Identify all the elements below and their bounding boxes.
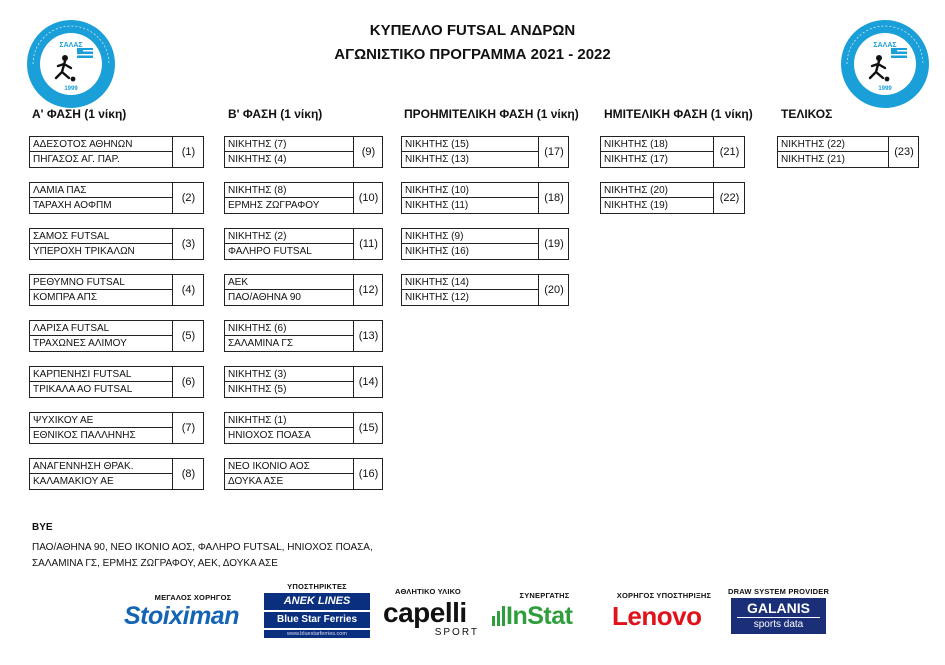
match-home-team: ΝΙΚΗΤΗΣ (8): [225, 183, 353, 198]
match-number: (19): [538, 229, 569, 259]
match-number: (6): [172, 367, 204, 397]
round-heading-2: Β' ΦΑΣΗ (1 νίκη): [228, 107, 323, 121]
match-away-team: ΣΑΛΑΜΙΝΑ ΓΣ: [228, 338, 294, 349]
match-home-team: ΝΙΚΗΤΗΣ (3): [225, 367, 353, 382]
capelli-logo: [383, 599, 479, 638]
match-number: (16): [353, 459, 383, 489]
match-home-team: ΝΙΚΗΤΗΣ (10): [402, 183, 538, 198]
match-box: [29, 136, 204, 168]
match-home-team: ΝΕΟ ΙΚΟΝΙΟ ΑΟΣ: [225, 459, 353, 474]
sponsor-label-supporters: ΥΠΟΣΤΗΡΙΚΤΕΣ: [287, 582, 347, 591]
match-home-team: ΑΕΚ: [225, 275, 353, 290]
match-box: [401, 228, 569, 260]
match-number: (12): [353, 275, 383, 305]
svg-text:ΣΑΛΑΣ: ΣΑΛΑΣ: [59, 42, 83, 49]
match-box: [777, 136, 919, 168]
federation-logo-left: [25, 18, 117, 110]
match-away-team: ΝΙΚΗΤΗΣ (5): [228, 384, 287, 395]
instat-bars-icon: [492, 606, 506, 626]
match-away-team: ΝΙΚΗΤΗΣ (4): [228, 154, 287, 165]
match-away-team: ΚΑΛΑΜΑΚΙΟΥ ΑΕ: [33, 476, 114, 487]
svg-text:ΣΑΛΑΣ: ΣΑΛΑΣ: [873, 42, 897, 49]
page-subtitle: ΑΓΩΝΙΣΤΙΚΟ ΠΡΟΓΡΑΜΜΑ 2021 - 2022: [334, 46, 611, 63]
anek-bluestar-logo: [264, 593, 370, 639]
federation-emblem-icon: [839, 18, 931, 110]
match-away-team: ΠΗΓΑΣΟΣ ΑΓ. ΠΑΡ.: [33, 154, 120, 165]
match-away-team: ΔΟΥΚΑ ΑΣΕ: [228, 476, 284, 487]
match-box: [224, 458, 383, 490]
match-away-team: ΤΡΙΚΑΛΑ ΑΟ FUTSAL: [33, 384, 133, 395]
stoiximan-logo: Stoiximan: [124, 602, 239, 630]
match-box: [600, 136, 745, 168]
galanis-logo: [731, 598, 826, 634]
match-number: (15): [353, 413, 383, 443]
match-box: [224, 274, 383, 306]
match-box: [29, 412, 204, 444]
match-box: [29, 274, 204, 306]
match-box: [224, 136, 383, 168]
instat-logo: [492, 602, 602, 631]
match-box: [224, 228, 383, 260]
round-heading-4: ΗΜΙΤΕΛΙΚΗ ΦΑΣΗ (1 νίκη): [604, 107, 753, 121]
match-box: [29, 320, 204, 352]
match-home-team: ΣΑΜΟΣ FUTSAL: [30, 229, 172, 244]
round-heading-3: ΠΡΟΗΜΙΤΕΛΙΚΗ ΦΑΣΗ (1 νίκη): [404, 107, 579, 121]
match-home-team: ΚΑΡΠΕΝΗΣΙ FUTSAL: [30, 367, 172, 382]
match-away-team: ΕΡΜΗΣ ΖΩΓΡΑΦΟΥ: [228, 200, 320, 211]
match-box: [29, 458, 204, 490]
galanis-subtitle: sports data: [737, 617, 820, 632]
match-number: (17): [538, 137, 569, 167]
match-box: [29, 182, 204, 214]
match-home-team: ΝΙΚΗΤΗΣ (7): [225, 137, 353, 152]
instat-wordmark: InStat: [506, 602, 573, 630]
capelli-wordmark: capelli: [383, 597, 467, 628]
sponsor-label-partner: ΣΥΝΕΡΓΑΤΗΣ: [519, 591, 570, 600]
bye-title: BYE: [32, 522, 53, 533]
match-number: (18): [538, 183, 569, 213]
round-heading-1: Α' ΦΑΣΗ (1 νίκη): [32, 107, 127, 121]
match-away-team: ΕΘΝΙΚΟΣ ΠΑΛΛΗΝΗΣ: [33, 430, 136, 441]
match-number: (10): [353, 183, 383, 213]
match-number: (21): [713, 137, 745, 167]
match-away-team: ΚΟΜΠΡΑ ΑΠΣ: [33, 292, 98, 303]
capelli-sport-mark: SPORT: [434, 627, 479, 638]
match-number: (23): [888, 137, 919, 167]
match-home-team: ΝΙΚΗΤΗΣ (20): [601, 183, 713, 198]
match-away-team: ΝΙΚΗΤΗΣ (12): [405, 292, 469, 303]
sponsor-label-support: ΧΟΡΗΓΟΣ ΥΠΟΣΤΗΡΙΞΗΣ: [616, 591, 712, 600]
match-number: (11): [353, 229, 383, 259]
galanis-wordmark: GALANIS: [747, 600, 810, 616]
federation-emblem-icon: [25, 18, 117, 110]
anek-lines-mark: ANEK LINES: [264, 593, 370, 610]
bye-list-line: ΠΑΟ/ΑΘΗΝΑ 90, ΝΕΟ ΙΚΟΝΙΟ ΑΟΣ, ΦΑΛΗΡΟ FUTSAL, ΗΝΙΟΧΟΣ ΠΟΑΣΑ,: [32, 542, 373, 553]
match-home-team: ΝΙΚΗΤΗΣ (18): [601, 137, 713, 152]
lenovo-logo: Lenovo: [612, 601, 702, 631]
match-box: [401, 136, 569, 168]
blue-star-ferries-mark: Blue Star Ferries: [264, 612, 370, 628]
match-number: (2): [172, 183, 204, 213]
match-home-team: ΝΙΚΗΤΗΣ (1): [225, 413, 353, 428]
match-away-team: ΝΙΚΗΤΗΣ (19): [604, 200, 668, 211]
match-home-team: ΑΝΑΓΕΝΝΗΣΗ ΘΡΑΚ.: [30, 459, 172, 474]
federation-logo-right: [839, 18, 931, 110]
match-box: [401, 182, 569, 214]
match-home-team: ΑΔΕΣΟΤΟΣ ΑΘΗΝΩΝ: [30, 137, 172, 152]
match-away-team: ΥΠΕΡΟΧΗ ΤΡΙΚΑΛΩΝ: [33, 246, 135, 257]
match-number: (5): [172, 321, 204, 351]
match-home-team: ΡΕΘΥΜΝΟ FUTSAL: [30, 275, 172, 290]
match-box: [224, 412, 383, 444]
match-box: [29, 228, 204, 260]
match-away-team: ΝΙΚΗΤΗΣ (13): [405, 154, 469, 165]
match-number: (8): [172, 459, 204, 489]
match-number: (4): [172, 275, 204, 305]
match-number: (14): [353, 367, 383, 397]
match-away-team: ΝΙΚΗΤΗΣ (16): [405, 246, 469, 257]
match-away-team: ΠΑΟ/ΑΘΗΝΑ 90: [228, 292, 301, 303]
match-home-team: ΝΙΚΗΤΗΣ (15): [402, 137, 538, 152]
match-number: (1): [172, 137, 204, 167]
match-home-team: ΛΑΡΙΣΑ FUTSAL: [30, 321, 172, 336]
match-number: (13): [353, 321, 383, 351]
round-heading-5: ΤΕΛΙΚΟΣ: [781, 107, 833, 121]
match-box: [224, 366, 383, 398]
svg-text:1999: 1999: [64, 86, 78, 92]
match-number: (7): [172, 413, 204, 443]
match-home-team: ΝΙΚΗΤΗΣ (14): [402, 275, 538, 290]
svg-text:1999: 1999: [878, 86, 892, 92]
match-away-team: ΝΙΚΗΤΗΣ (11): [405, 200, 469, 211]
match-box: [29, 366, 204, 398]
sponsor-label-main: ΜΕΓΑΛΟΣ ΧΟΡΗΓΟΣ: [154, 593, 232, 602]
match-box: [401, 274, 569, 306]
match-home-team: ΝΙΚΗΤΗΣ (2): [225, 229, 353, 244]
match-away-team: ΗΝΙΟΧΟΣ ΠΟΑΣΑ: [228, 430, 311, 441]
match-away-team: ΝΙΚΗΤΗΣ (21): [781, 154, 845, 165]
sponsor-label-draw: DRAW SYSTEM PROVIDER: [728, 587, 830, 596]
match-away-team: ΤΑΡΑΧΗ ΑΟΦΠΜ: [33, 200, 112, 211]
match-number: (9): [353, 137, 383, 167]
match-number: (22): [713, 183, 745, 213]
match-home-team: ΛΑΜΙΑ ΠΑΣ: [30, 183, 172, 198]
blue-star-url: www.bluestarferries.com: [264, 630, 370, 638]
match-home-team: ΨΥΧΙΚΟΥ ΑΕ: [30, 413, 172, 428]
match-number: (3): [172, 229, 204, 259]
sponsor-label-kit: ΑΘΛΗΤΙΚΟ ΥΛΙΚΟ: [395, 587, 461, 596]
match-box: [600, 182, 745, 214]
bye-list-line: ΣΑΛΑΜΙΝΑ ΓΣ, ΕΡΜΗΣ ΖΩΓΡΑΦΟΥ, ΑΕΚ, ΔΟΥΚΑ ΑΣΕ: [32, 558, 278, 569]
match-away-team: ΝΙΚΗΤΗΣ (17): [604, 154, 668, 165]
match-away-team: ΦΑΛΗΡΟ FUTSAL: [228, 246, 312, 257]
match-box: [224, 320, 383, 352]
match-home-team: ΝΙΚΗΤΗΣ (22): [778, 137, 888, 152]
match-home-team: ΝΙΚΗΤΗΣ (9): [402, 229, 538, 244]
match-number: (20): [538, 275, 569, 305]
match-away-team: ΤΡΑΧΩΝΕΣ ΑΛΙΜΟΥ: [33, 338, 127, 349]
match-box: [224, 182, 383, 214]
page-title: ΚΥΠΕΛΛΟ FUTSAL ΑΝΔΡΩΝ: [369, 22, 576, 39]
match-home-team: ΝΙΚΗΤΗΣ (6): [225, 321, 353, 336]
